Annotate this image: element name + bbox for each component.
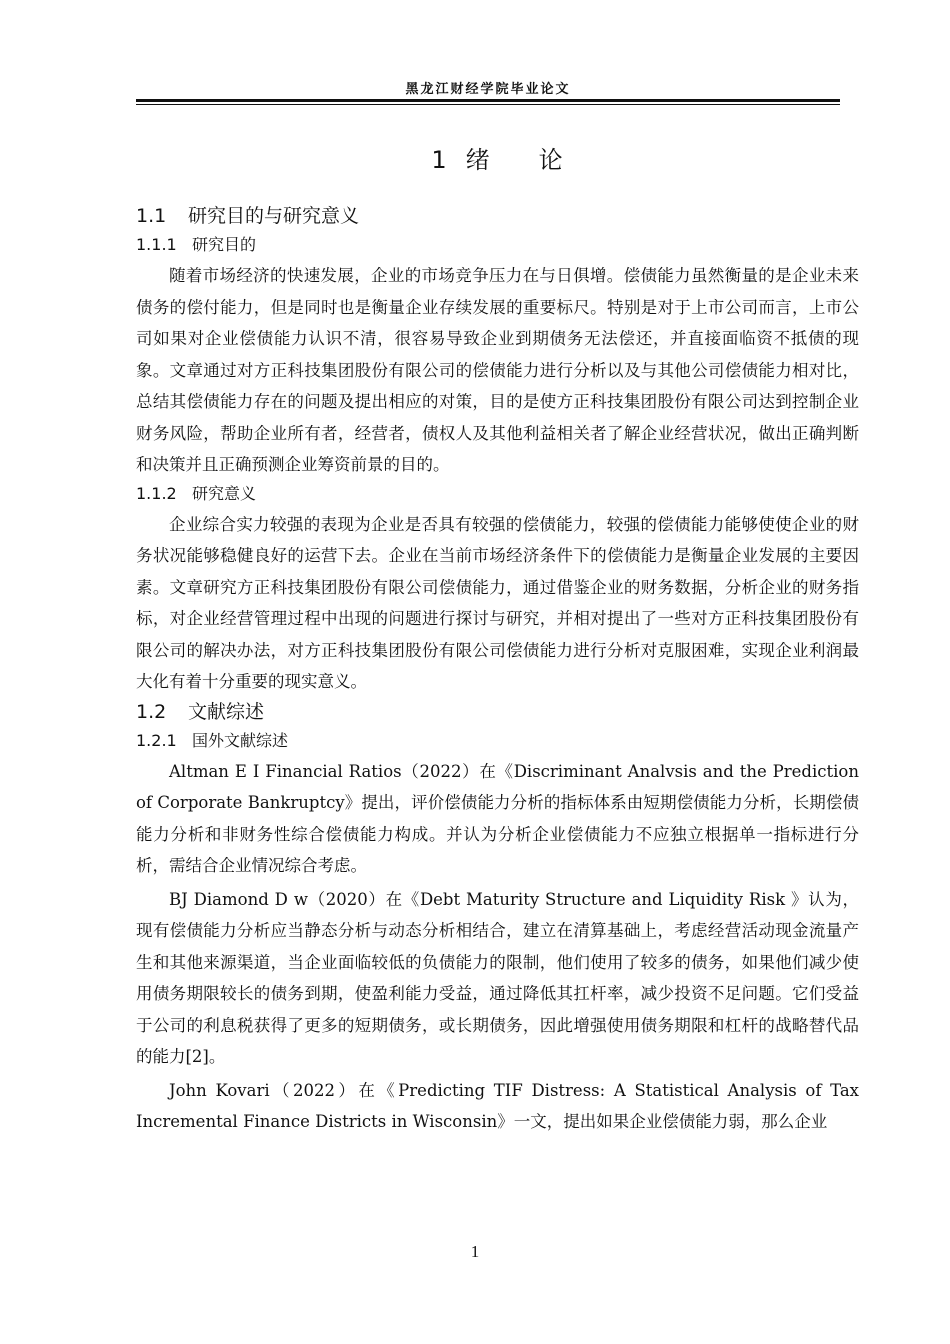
paragraph-kovari: John Kovari（2022）在《Predicting TIF Distress: A Statistical Analysis of Tax Incremental Finance Districts in Wisconsin》一文，提出如果企业偿债能力弱，那么企业 <box>136 1080 859 1131</box>
chapter-title-part2: 论 <box>538 146 564 174</box>
main-content <box>136 140 859 1140</box>
paragraph-research-purpose: 随着市场经济的快速发展，企业的市场竞争压力在与日俱增。偿债能力虽然衡量的是企业未来债务的偿付能力，但是同时也是衡量企业存续发展的重要标尺。特别是对于上市公司而言，上市公司如果对企业偿债能力认识不清，很容易导致企业到期债务无法偿还，并直接面临资不抵债的现象。文章通过对方正科技集团股份有限公司的偿债能力进行分析以及与其他公司偿债能力相对比，总结其偿债能力存在的问题及提出相应的对策，目的是使方正科技集团股份有限公司达到控制企业财务风险，帮助企业所有者，经营者，债权人及其他利益相关者了解企业经营状况，做出正确判断和决策并且正确预测企业筹资前景的目的。 <box>136 266 859 474</box>
chapter-title <box>136 140 859 180</box>
subsection-title: 研究目的 <box>192 235 257 254</box>
header-rule <box>136 99 840 102</box>
section-title: 研究目的与研究意义 <box>188 205 360 227</box>
chapter-number: 1 <box>431 146 448 174</box>
subsection-heading-1-1-1 <box>136 234 859 256</box>
subsection-title: 研究意义 <box>192 483 257 503</box>
chapter-title-part1: 绪 <box>465 146 491 174</box>
header-rule-thin <box>136 104 840 105</box>
subsection-heading-1-2-1 <box>136 730 859 752</box>
section-number: 1.2 <box>136 700 167 723</box>
section-title: 文献综述 <box>188 700 265 723</box>
paragraph-research-significance: 企业综合实力较强的表现为企业是否具有较强的偿债能力，较强的偿债能力能够使使企业的财务状况能够稳健良好的运营下去。企业在当前市场经济条件下的偿债能力是衡量企业发展的主要因素。文章研究方正科技集团股份有限公司偿债能力，通过借鉴企业的财务数据，分析企业的财务指标，对企业经营管理过程中出现的问题进行探讨与研究，并相对提出了一些对方正科技集团股份有限公司的解决办法，对方正科技集团股份有限公司偿债能力进行分析对克服困难，实现企业利润最大化有着十分重要的现实意义。 <box>136 514 859 691</box>
subsection-number: 1.2.1 <box>136 730 177 750</box>
page-number: 1 <box>470 1242 480 1261</box>
running-header: 黑龙江财经学院毕业论文 <box>405 82 571 97</box>
subsection-number: 1.1.1 <box>136 235 177 254</box>
subsection-title: 国外文献综述 <box>192 730 289 750</box>
section-number: 1.1 <box>136 205 167 227</box>
section-heading-1-2 <box>136 700 859 724</box>
subsection-heading-1-1-2 <box>136 483 859 505</box>
section-heading-1-1 <box>136 204 859 228</box>
paragraph-diamond: BJ Diamond D w（2020）在《Debt Maturity Structure and Liquidity Risk 》认为，现有偿债能力分析应当静态分析与动态分析相结合，建立在清算基础上，考虑经营活动现金流量产生和其他来源渠道，当企业面临较低的负债能力的限制，他们使用了较多的债务，如果他们减少使用债务期限较长的债务到期，使盈利能力受益，通过降低其扛杆率，减少投资不足问题。它们受益于公司的利息税获得了更多的短期债务，或长期债务，因此增强使用债务期限和杠杆的战略替代品的能力[2]。 <box>136 889 859 1066</box>
paragraph-altman: Altman E I Financial Ratios（2022）在《Discriminant Analvsis and the Prediction of Corporate Bankruptcy》提出，评价偿债能力分析的指标体系由短期偿债能力分析，长期偿债能力分析和非财务性综合偿债能力构成。并认为分析企业偿债能力不应独立根据单一指标进行分析，需结合企业情况综合考虑。 <box>136 761 859 875</box>
subsection-number: 1.1.2 <box>136 483 177 503</box>
